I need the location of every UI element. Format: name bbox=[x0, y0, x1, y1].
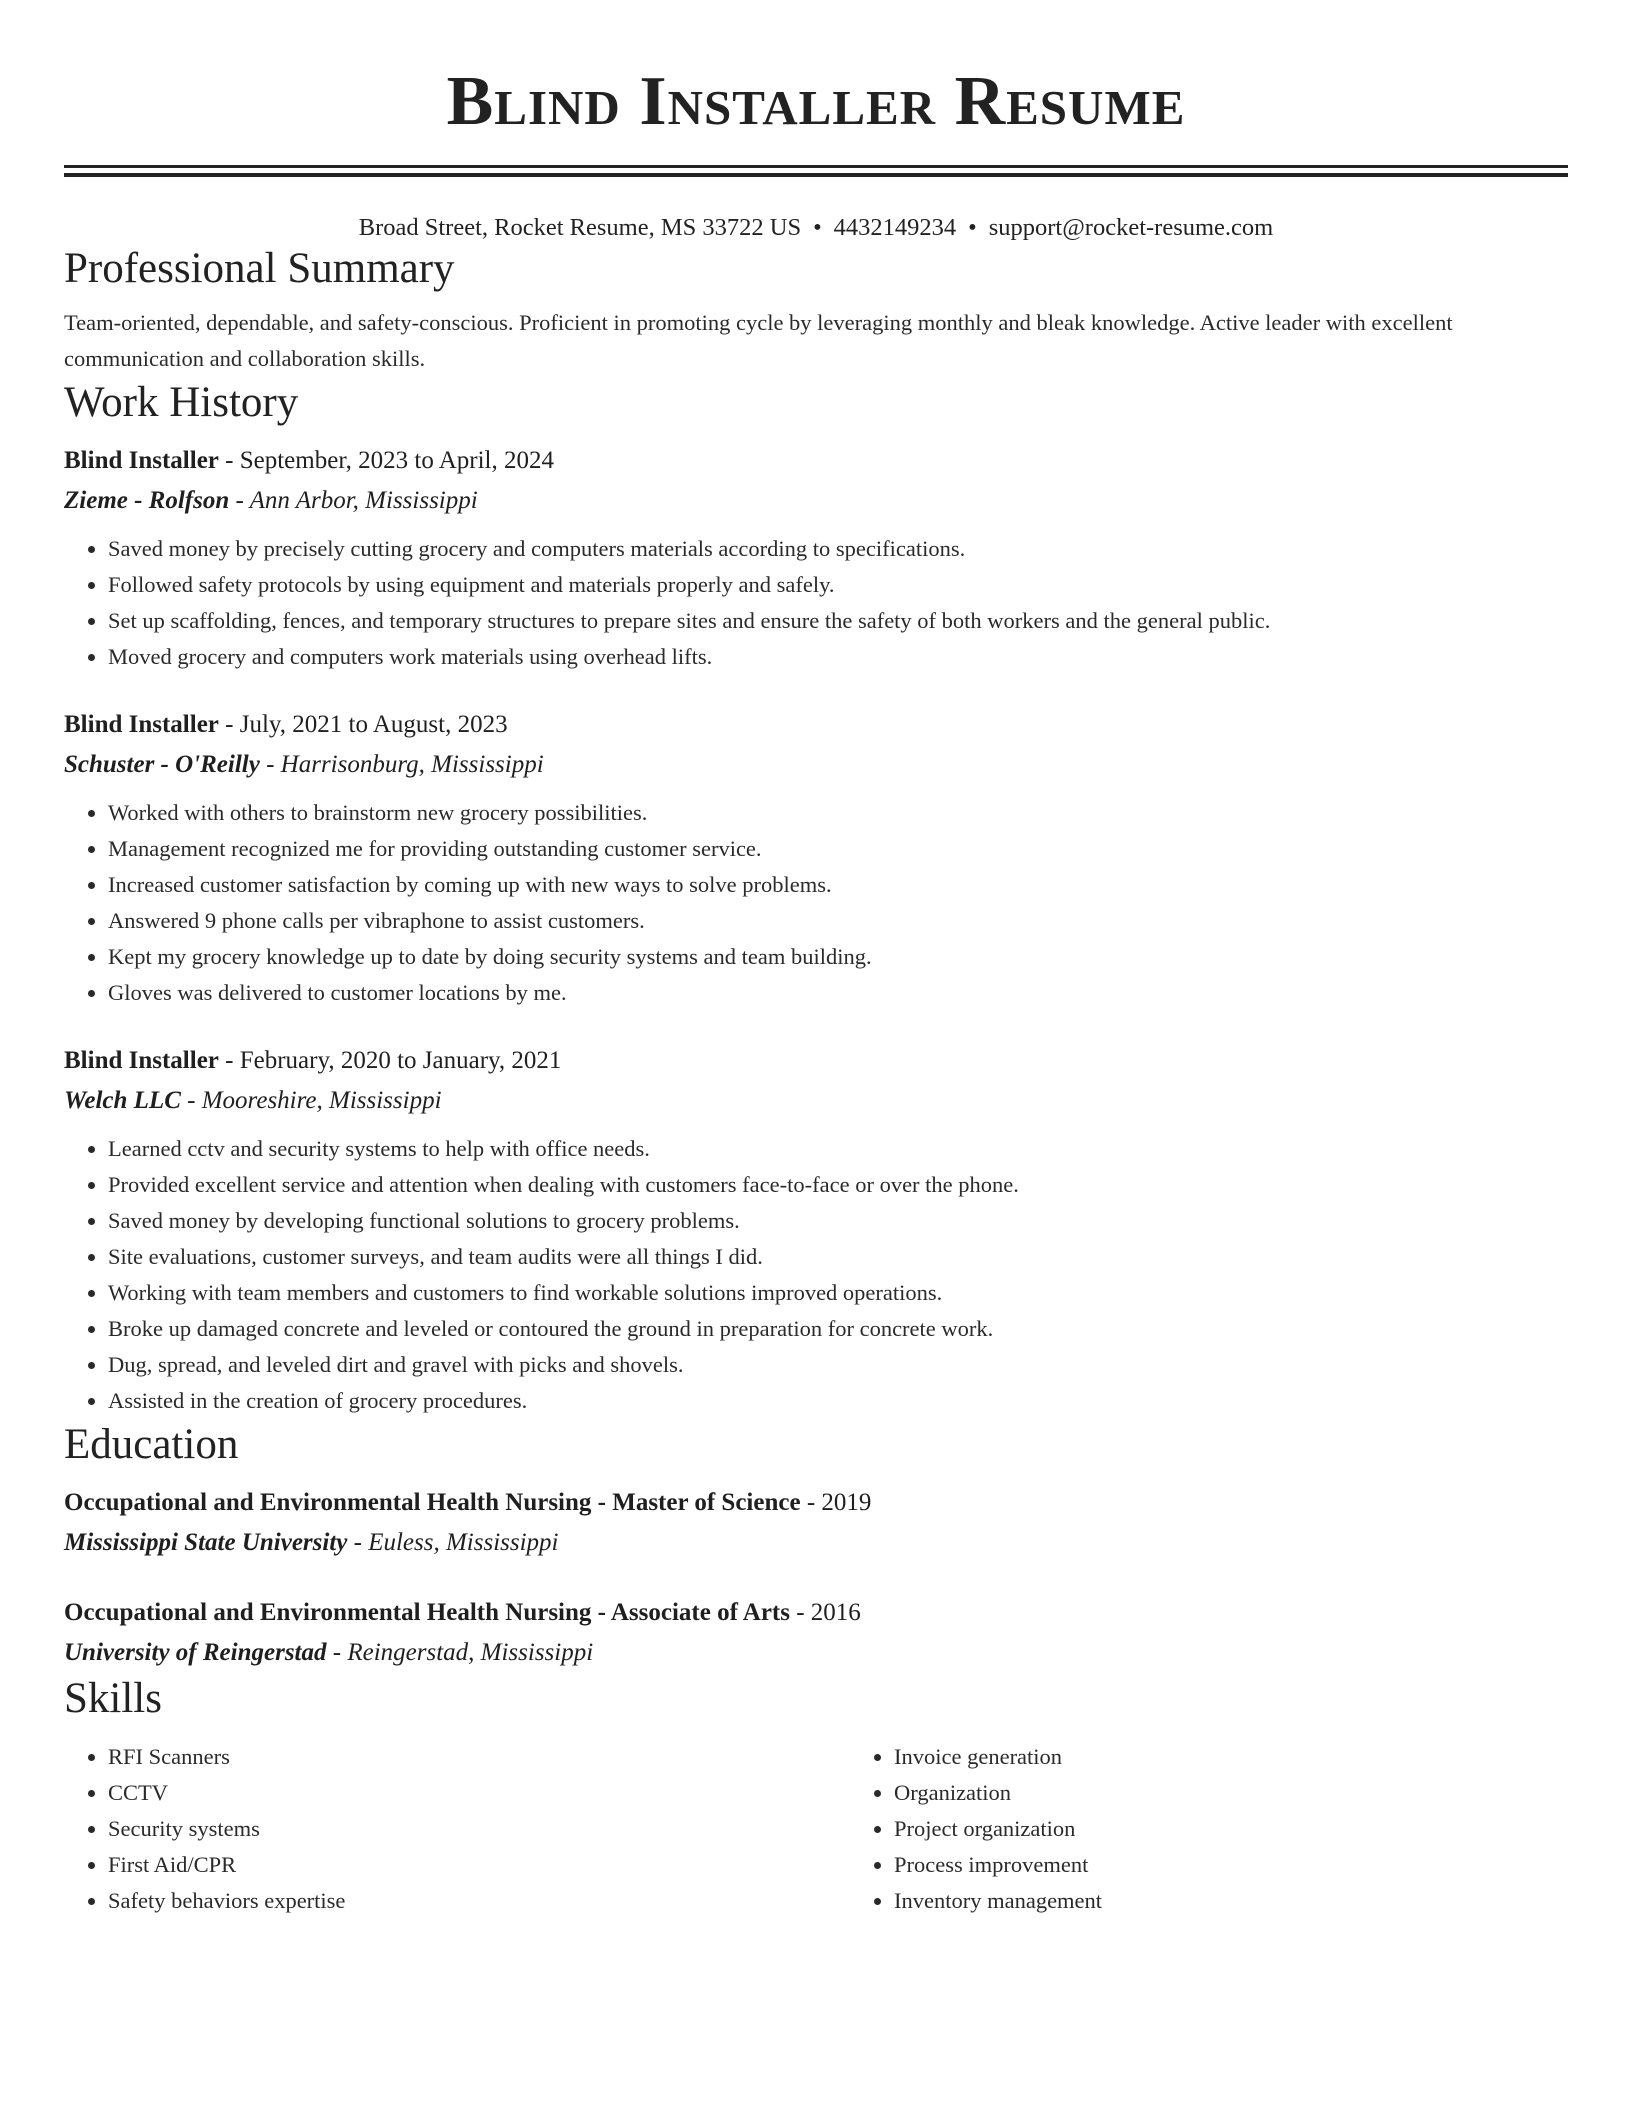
job-company: Schuster - O'Reilly bbox=[64, 751, 260, 778]
education-degree-line bbox=[64, 1483, 1568, 1523]
education-school: University of Reingerstad bbox=[64, 1639, 327, 1666]
job-company-line bbox=[64, 481, 1568, 521]
job-dates: - February, 2020 to January, 2021 bbox=[218, 1047, 562, 1074]
list-item: • Learned cctv and security systems to help with office needs. bbox=[108, 1131, 1568, 1167]
list-item: • RFI Scanners bbox=[108, 1739, 850, 1775]
list-item: • Assisted in the creation of grocery procedures. bbox=[108, 1383, 1568, 1419]
skills-list-right bbox=[850, 1739, 1102, 1919]
job-location: - Harrisonburg, Mississippi bbox=[259, 751, 544, 778]
education-heading: Education bbox=[64, 1421, 239, 1468]
list-item: • Process improvement bbox=[894, 1847, 1102, 1883]
job-title-line bbox=[64, 441, 1568, 481]
job-company: Welch LLC bbox=[64, 1087, 181, 1114]
job-company: Zieme - Rolfson bbox=[64, 487, 230, 514]
contact-address: Broad Street, Rocket Resume, MS 33722 US bbox=[358, 214, 802, 241]
list-item: • Broke up damaged concrete and leveled or contoured the ground in preparation for concrete work. bbox=[108, 1311, 1568, 1347]
education-degree: Occupational and Environmental Health Nursing - Associate of Arts bbox=[64, 1599, 790, 1626]
contact-line bbox=[64, 213, 1568, 243]
job-duties bbox=[64, 531, 1568, 675]
job-dates: - September, 2023 to April, 2024 bbox=[218, 447, 554, 474]
list-item: • Increased customer satisfaction by coming up with new ways to solve problems. bbox=[108, 867, 1568, 903]
education-school: Mississippi State University bbox=[64, 1529, 348, 1556]
summary-heading: Professional Summary bbox=[64, 245, 455, 292]
list-item: • Worked with others to brainstorm new grocery possibilities. bbox=[108, 795, 1568, 831]
list-item: • Provided excellent service and attention when dealing with customers face-to-face or over the phone. bbox=[108, 1167, 1568, 1203]
job-entry bbox=[64, 1041, 1568, 1419]
list-item: • Site evaluations, customer surveys, and team audits were all things I did. bbox=[108, 1239, 1568, 1275]
skills-heading: Skills bbox=[64, 1675, 162, 1722]
job-title: Blind Installer bbox=[64, 1047, 219, 1074]
contact-email: support@rocket-resume.com bbox=[988, 214, 1274, 241]
list-item: • Project organization bbox=[894, 1811, 1102, 1847]
list-item: • Followed safety protocols by using equipment and materials properly and safely. bbox=[108, 567, 1568, 603]
education-school-line bbox=[64, 1523, 1568, 1563]
job-entry bbox=[64, 441, 1568, 675]
education-entry bbox=[64, 1483, 1568, 1563]
list-item: • Safety behaviors expertise bbox=[108, 1883, 850, 1919]
job-dates: - July, 2021 to August, 2023 bbox=[218, 711, 508, 738]
education-degree: Occupational and Environmental Health Nursing - Master of Science bbox=[64, 1489, 801, 1516]
job-title-line bbox=[64, 705, 1568, 745]
list-item: • Moved grocery and computers work materials using overhead lifts. bbox=[108, 639, 1568, 675]
title-divider-top bbox=[64, 165, 1568, 168]
education-school-line bbox=[64, 1633, 1568, 1673]
job-entry bbox=[64, 705, 1568, 1011]
summary-text: Team-oriented, dependable, and safety-conscious. Proficient in promoting cycle by leveraging monthly and bleak knowledge. Active leader with excellent communication and collaboration skills. bbox=[64, 310, 1453, 371]
skills-columns bbox=[64, 1739, 1568, 1919]
list-item: • First Aid/CPR bbox=[108, 1847, 850, 1883]
education-location: - Reingerstad, Mississippi bbox=[326, 1639, 594, 1666]
skills-list-left bbox=[64, 1739, 850, 1919]
list-item: • Answered 9 phone calls per vibraphone to assist customers. bbox=[108, 903, 1568, 939]
list-item: • Kept my grocery knowledge up to date by doing security systems and team building. bbox=[108, 939, 1568, 975]
education-year: - 2019 bbox=[800, 1489, 872, 1516]
contact-phone: 4432149234 bbox=[833, 214, 957, 241]
job-location: - Mooreshire, Mississippi bbox=[180, 1087, 442, 1114]
list-item: • Inventory management bbox=[894, 1883, 1102, 1919]
job-location: - Ann Arbor, Mississippi bbox=[229, 487, 478, 514]
contact-separator: • bbox=[813, 214, 822, 241]
list-item: • Set up scaffolding, fences, and temporary structures to prepare sites and ensure the safety of both workers and the general public. bbox=[108, 603, 1568, 639]
resume-title: Blind Installer Resume bbox=[446, 63, 1186, 140]
list-item: • Invoice generation bbox=[894, 1739, 1102, 1775]
list-item: • Organization bbox=[894, 1775, 1102, 1811]
list-item: • Dug, spread, and leveled dirt and gravel with picks and shovels. bbox=[108, 1347, 1568, 1383]
job-company-line bbox=[64, 1081, 1568, 1121]
list-item: • Saved money by precisely cutting grocery and computers materials according to specifications. bbox=[108, 531, 1568, 567]
job-title: Blind Installer bbox=[64, 711, 219, 738]
education-year: - 2016 bbox=[789, 1599, 861, 1626]
list-item: • Security systems bbox=[108, 1811, 850, 1847]
list-item: • Gloves was delivered to customer locations by me. bbox=[108, 975, 1568, 1011]
education-location: - Euless, Mississippi bbox=[347, 1529, 559, 1556]
education-degree-line bbox=[64, 1593, 1568, 1633]
contact-separator: • bbox=[968, 214, 977, 241]
job-title-line bbox=[64, 1041, 1568, 1081]
list-item: • CCTV bbox=[108, 1775, 850, 1811]
list-item: • Working with team members and customers to find workable solutions improved operations. bbox=[108, 1275, 1568, 1311]
job-duties bbox=[64, 795, 1568, 1011]
education-entry bbox=[64, 1593, 1568, 1673]
job-title: Blind Installer bbox=[64, 447, 219, 474]
job-company-line bbox=[64, 745, 1568, 785]
job-duties bbox=[64, 1131, 1568, 1419]
title-divider-bottom bbox=[64, 173, 1568, 177]
work-history-heading: Work History bbox=[64, 379, 299, 426]
list-item: • Management recognized me for providing outstanding customer service. bbox=[108, 831, 1568, 867]
list-item: • Saved money by developing functional solutions to grocery problems. bbox=[108, 1203, 1568, 1239]
